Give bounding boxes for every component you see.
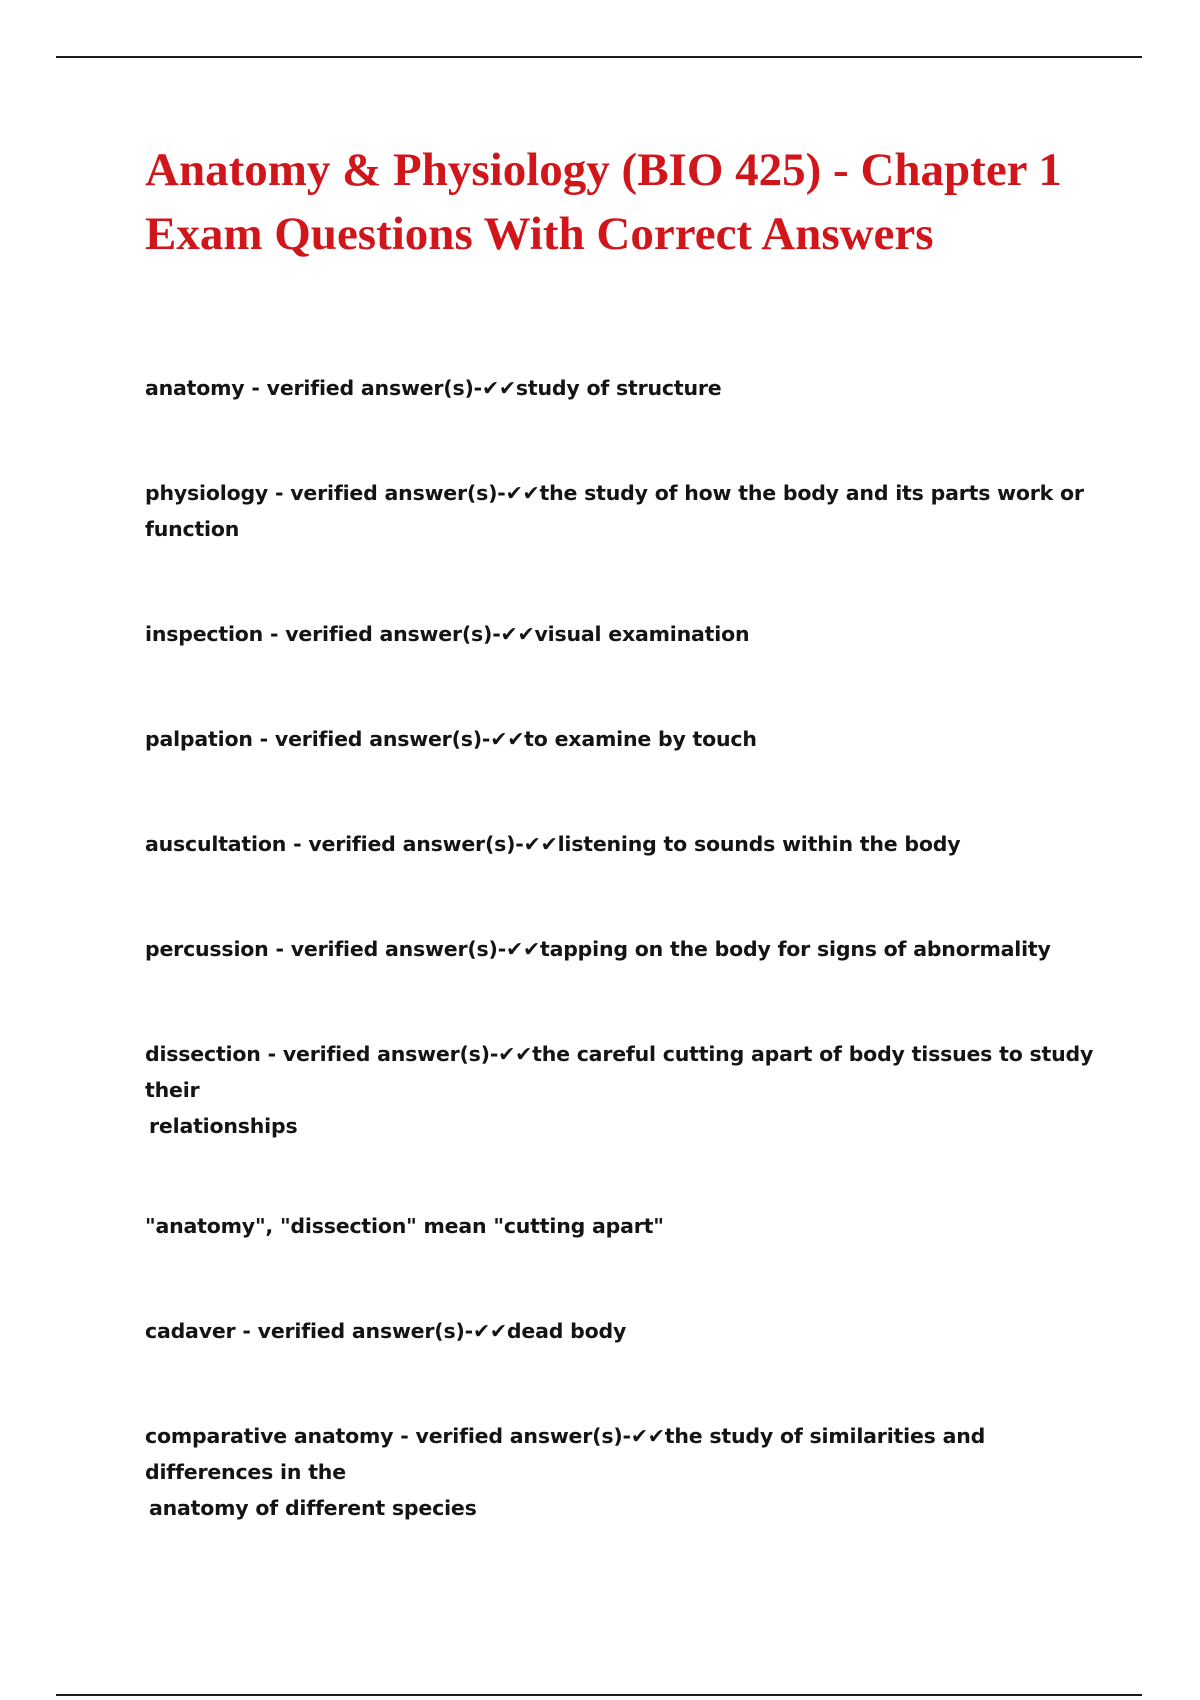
qa-item-cadaver: cadaver - verified answer(s)-✔✔dead body <box>145 1319 627 1343</box>
qa-item-cutting-apart-note: "anatomy", "dissection" mean "cutting apart" <box>145 1214 664 1238</box>
qa-item-dissection-line1: dissection - verified answer(s)-✔✔the careful cutting apart of body tissues to study their <box>145 1042 1094 1102</box>
qa-item-physiology: physiology - verified answer(s)-✔✔the study of how the body and its parts work or function <box>145 481 1084 541</box>
qa-item-auscultation: auscultation - verified answer(s)-✔✔listening to sounds within the body <box>145 832 961 856</box>
document-title: Anatomy & Physiology (BIO 425) - Chapter 1 Exam Questions With Correct Answers <box>145 144 1062 260</box>
qa-item-percussion: percussion - verified answer(s)-✔✔tapping on the body for signs of abnormality <box>145 937 1051 961</box>
qa-item-comparative-anatomy-line2: anatomy of different species <box>149 1496 477 1520</box>
top-rule <box>56 56 1142 58</box>
qa-item-comparative-anatomy-line1: comparative anatomy - verified answer(s)-✔✔the study of similarities and differences in the <box>145 1424 986 1484</box>
qa-item-dissection <box>145 1036 1095 1144</box>
bottom-rule <box>56 1694 1142 1696</box>
qa-item-inspection: inspection - verified answer(s)-✔✔visual examination <box>145 622 750 646</box>
qa-item-anatomy: anatomy - verified answer(s)-✔✔study of structure <box>145 376 722 400</box>
qa-list <box>145 370 1095 1590</box>
qa-item-comparative-anatomy <box>145 1418 1095 1526</box>
qa-item-dissection-line2: relationships <box>149 1114 298 1138</box>
qa-item-palpation: palpation - verified answer(s)-✔✔to examine by touch <box>145 727 757 751</box>
